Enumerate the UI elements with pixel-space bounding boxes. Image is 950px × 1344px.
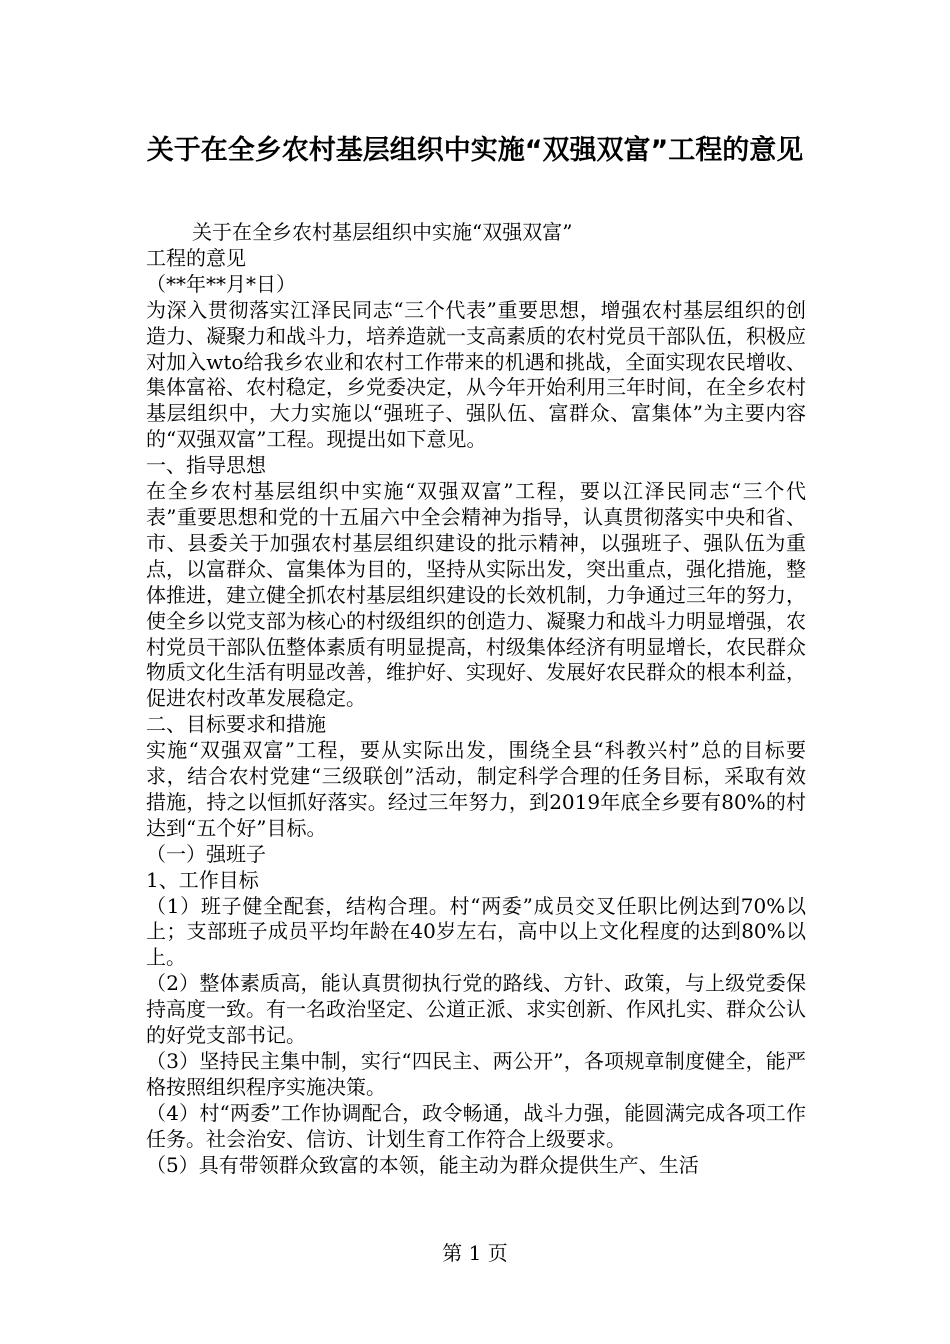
subsection-heading-1: （一）强班子 bbox=[146, 841, 266, 866]
document-date: （**年**月*日） bbox=[146, 271, 296, 296]
document-title: 关于在全乡农村基层组织中实施“双强双富”工程的意见 bbox=[146, 135, 804, 166]
list-item: （2）整体素质高，能认真贯彻执行党的路线、方针、政策，与上级党委保持高度一致。有一名政治坚定、公道正派、求实创新、作风扎实、群众公认的好党支部书记。 bbox=[146, 971, 806, 1048]
list-item: （4）村“两委”工作协调配合，政令畅通，战斗力强，能圆满完成各项工作任务。社会治安、信访、计划生育工作符合上级要求。 bbox=[146, 1100, 806, 1151]
paragraph-guiding-thought: 在全乡农村基层组织中实施“双强双富”工程，要以江泽民同志“三个代表”重要思想和党的十五届六中全会精神为指导，认真贯彻落实中央和省、市、县委关于加强农村基层组织建设的批示精神，以强班子、强队伍为重点，以富群众、富集体为目的，坚持从实际出发，突出重点，强化措施，整体推进，建立健全抓农村基层组织建设的长效机制，力争通过三年的努力，使全乡以党支部为核心的村级组织的创造力、凝聚力和战斗力明显增强，农村党员干部队伍整体素质有明显提高，村级集体经济有明显增长，农民群众物质文化生活有明显改善，维护好、实现好、发展好农民群众的根本利益，促进农村改革发展稳定。 bbox=[146, 479, 806, 711]
paragraph-intro: 为深入贯彻落实江泽民同志“三个代表”重要思想，增强农村基层组织的创造力、凝聚力和战斗力，培养造就一支高素质的农村党员干部队伍，积极应对加入wto给我乡农业和农村工作带来的机遇和挑战，全面实现农民增收、集体富裕、农村稳定，乡党委决定，从今年开始利用三年时间，在全乡农村基层组织中，大力实施以“强班子、强队伍、富群众、富集体”为主要内容的“双强双富”工程。现提出如下意见。 bbox=[146, 297, 806, 452]
document-body bbox=[146, 220, 806, 1179]
section-heading-1: 一、指导思想 bbox=[146, 453, 266, 478]
paragraph-goals: 实施“双强双富”工程，要从实际出发，围绕全县“科教兴村”总的目标要求，结合农村党建“三级联创”活动，制定科学合理的任务目标，采取有效措施，持之以恒抓好落实。经过三年努力，到2019年底全乡要有80%的村达到“五个好”目标。 bbox=[146, 738, 806, 840]
section-heading-2: 二、目标要求和措施 bbox=[146, 712, 326, 737]
list-item: （5）具有带领群众致富的本领，能主动为群众提供生产、生活 bbox=[146, 1152, 699, 1177]
subtitle-line-2: 工程的意见 bbox=[146, 245, 246, 270]
item-heading-1: 1、工作目标 bbox=[146, 867, 259, 892]
subtitle-line-1: 关于在全乡农村基层组织中实施“双强双富” bbox=[192, 220, 573, 244]
page-footer: 第 1 页 bbox=[442, 1241, 508, 1265]
list-item: （1）班子健全配套，结构合理。村“两委”成员交叉任职比例达到70%以上；支部班子成员平均年龄在40岁左右，高中以上文化程度的达到80%以上。 bbox=[146, 893, 806, 970]
list-item: （3）坚持民主集中制，实行“四民主、两公开”，各项规章制度健全，能严格按照组织程序实施决策。 bbox=[146, 1049, 806, 1099]
